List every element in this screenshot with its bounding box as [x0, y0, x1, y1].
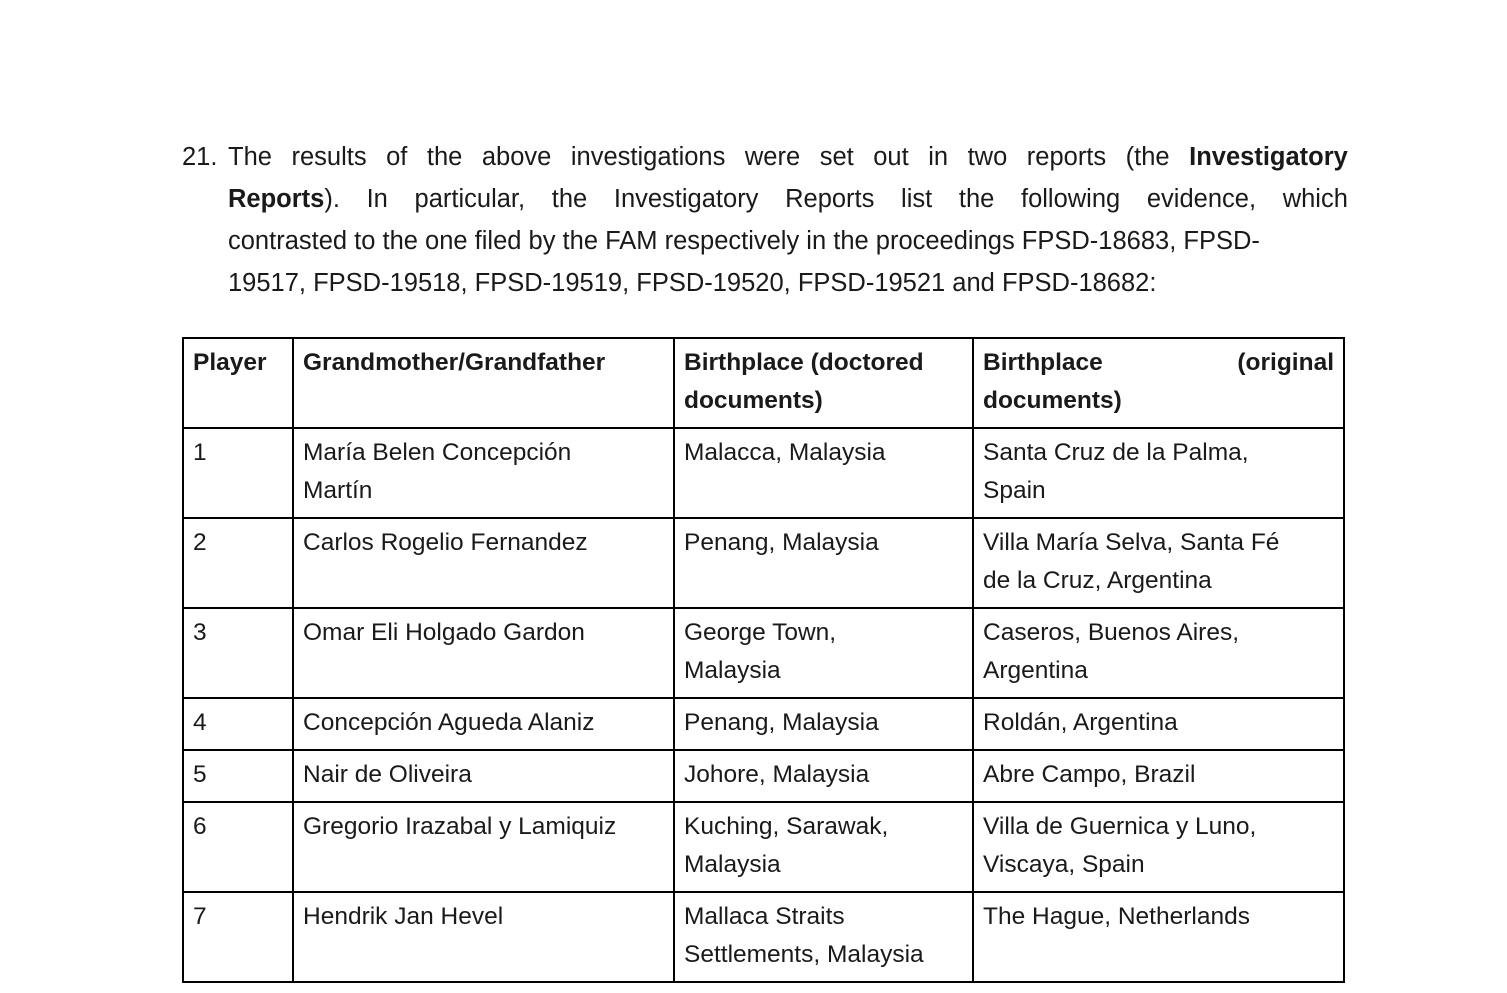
cell-birthplace-doctored	[674, 750, 973, 802]
paragraph-line-1-word: two	[967, 143, 1008, 171]
cell-player	[183, 698, 293, 750]
grandparent-line: Omar Eli Holgado Gardon	[303, 619, 585, 646]
cell-birthplace-original	[973, 698, 1344, 750]
doctored-line: Mallaca Straits	[684, 903, 845, 930]
paragraph-line-1-word: the	[426, 143, 463, 171]
player-number: 7	[193, 903, 207, 930]
table-row	[183, 750, 1344, 802]
cell-birthplace-doctored	[674, 802, 973, 892]
grandparent-line: Nair de Oliveira	[303, 761, 472, 788]
cell-birthplace-original	[973, 608, 1344, 698]
original-line: Caseros, Buenos Aires,	[983, 619, 1240, 646]
grandparent-line: María Belen Concepción	[303, 439, 572, 466]
doctored-line: Penang, Malaysia	[684, 529, 879, 556]
table-row	[183, 428, 1344, 518]
doctored-line: George Town,	[684, 619, 837, 646]
cell-birthplace-doctored	[674, 518, 973, 608]
grandparent-line: Gregorio Irazabal y Lamiquiz	[303, 813, 617, 840]
cell-player	[183, 892, 293, 982]
cell-birthplace-doctored	[674, 892, 973, 982]
doctored-line: Malacca, Malaysia	[684, 439, 886, 466]
column-header-original	[973, 338, 1344, 428]
cell-player	[183, 802, 293, 892]
column-header-player-label: Player	[193, 349, 267, 376]
column-header-original-word-b: (original	[1237, 349, 1334, 376]
grandparent-line: Hendrik Jan Hevel	[303, 903, 504, 930]
cell-grandparent	[293, 608, 674, 698]
column-header-original-line1	[983, 344, 1334, 382]
doctored-line: Johore, Malaysia	[684, 761, 870, 788]
cell-grandparent	[293, 892, 674, 982]
table-header-row	[183, 338, 1344, 428]
paragraph-line-1	[228, 136, 1348, 178]
paragraph-line-1-word: out	[873, 143, 909, 171]
player-number: 1	[193, 439, 207, 466]
original-line: The Hague, Netherlands	[983, 903, 1250, 930]
original-line: Roldán, Argentina	[983, 709, 1178, 736]
paragraph-line-1-word: of	[386, 143, 408, 171]
original-line: Villa de Guernica y Luno,	[983, 813, 1257, 840]
doctored-line: Settlements, Malaysia	[684, 941, 924, 968]
paragraph-line-4: 19517, FPSD-19518, FPSD-19519, FPSD-19520, FPSD-19521 and FPSD-18682:	[228, 269, 1157, 297]
table-row	[183, 518, 1344, 608]
paragraph-line-2-word: Reports	[785, 185, 875, 213]
original-line: Argentina	[983, 657, 1088, 684]
cell-grandparent	[293, 802, 674, 892]
paragraph-line-2	[228, 178, 1348, 220]
cell-birthplace-doctored	[674, 698, 973, 750]
table-row	[183, 802, 1344, 892]
doctored-line: Malaysia	[684, 851, 781, 878]
column-header-grandparent	[293, 338, 674, 428]
evidence-table	[182, 337, 1345, 983]
paragraph-line-1-word: The	[228, 143, 272, 171]
table-body	[183, 428, 1344, 982]
paragraph-line-2-word: particular,	[414, 185, 526, 213]
original-line: Viscaya, Spain	[983, 851, 1145, 878]
paragraph-line-1-word: results	[291, 143, 367, 171]
cell-birthplace-doctored	[674, 608, 973, 698]
investigatory-term: Investigatory	[1189, 143, 1348, 171]
cell-birthplace-doctored	[674, 428, 973, 518]
paragraph-line-2-word: list	[901, 185, 933, 213]
table-row	[183, 698, 1344, 750]
paragraph-text	[228, 136, 1348, 304]
column-header-player	[183, 338, 293, 428]
cell-grandparent	[293, 698, 674, 750]
cell-grandparent	[293, 750, 674, 802]
paragraph-line-1-word: set	[819, 143, 854, 171]
paragraph-line-2-word: In	[366, 185, 388, 213]
paragraph-line-1-word: (the	[1125, 143, 1170, 171]
doctored-line: Penang, Malaysia	[684, 709, 879, 736]
column-header-doctored-line2: documents)	[684, 387, 823, 414]
reports-term: Reports	[228, 185, 325, 213]
original-line: de la Cruz, Argentina	[983, 567, 1212, 594]
doctored-line: Malaysia	[684, 657, 781, 684]
table-row	[183, 892, 1344, 982]
paragraph-line-1-word: in	[928, 143, 949, 171]
cell-player	[183, 518, 293, 608]
table-header	[183, 338, 1344, 428]
reports-term-group: Reports).	[228, 185, 340, 213]
column-header-original-line2: documents)	[983, 387, 1122, 414]
cell-grandparent	[293, 428, 674, 518]
cell-birthplace-original	[973, 750, 1344, 802]
player-number: 4	[193, 709, 207, 736]
original-line: Santa Cruz de la Palma,	[983, 439, 1249, 466]
doctored-line: Kuching, Sarawak,	[684, 813, 889, 840]
column-header-original-word-a: Birthplace	[983, 349, 1103, 376]
paragraph-line-2-word: the	[958, 185, 995, 213]
grandparent-line: Martín	[303, 477, 373, 504]
cell-birthplace-original	[973, 802, 1344, 892]
player-number: 2	[193, 529, 207, 556]
paragraph-line-1-word: above	[481, 143, 552, 171]
original-line: Villa María Selva, Santa Fé	[983, 529, 1280, 556]
paragraph-line-1-word: were	[744, 143, 801, 171]
cell-player	[183, 428, 293, 518]
paragraph-line-1-word: reports	[1026, 143, 1107, 171]
column-header-doctored-line1: Birthplace (doctored	[684, 349, 924, 376]
table-row	[183, 608, 1344, 698]
paragraph-line-2-word: evidence,	[1146, 185, 1257, 213]
cell-birthplace-original	[973, 518, 1344, 608]
paragraph-line-2-word: Investigatory	[613, 185, 759, 213]
paragraph-line-2-word: the	[551, 185, 588, 213]
column-header-doctored	[674, 338, 973, 428]
player-number: 3	[193, 619, 207, 646]
paragraph-line-2-word: following	[1020, 185, 1121, 213]
paragraph-number: 21.	[182, 143, 218, 171]
cell-birthplace-original	[973, 428, 1344, 518]
cell-player	[183, 608, 293, 698]
player-number: 6	[193, 813, 207, 840]
column-header-grandparent-label: Grandmother/Grandfather	[303, 349, 606, 376]
paragraph-line-1-word: investigations	[570, 143, 726, 171]
cell-player	[183, 750, 293, 802]
cell-birthplace-original	[973, 892, 1344, 982]
grandparent-line: Carlos Rogelio Fernandez	[303, 529, 588, 556]
player-number: 5	[193, 761, 207, 788]
grandparent-line: Concepción Agueda Alaniz	[303, 709, 595, 736]
paragraph-line-2-word: which	[1282, 185, 1348, 213]
original-line: Spain	[983, 477, 1046, 504]
paragraph-21	[182, 136, 1348, 304]
paragraph-line-3: contrasted to the one filed by the FAM respectively in the proceedings FPSD-18683, FPSD-	[228, 227, 1260, 255]
original-line: Abre Campo, Brazil	[983, 761, 1196, 788]
cell-grandparent	[293, 518, 674, 608]
